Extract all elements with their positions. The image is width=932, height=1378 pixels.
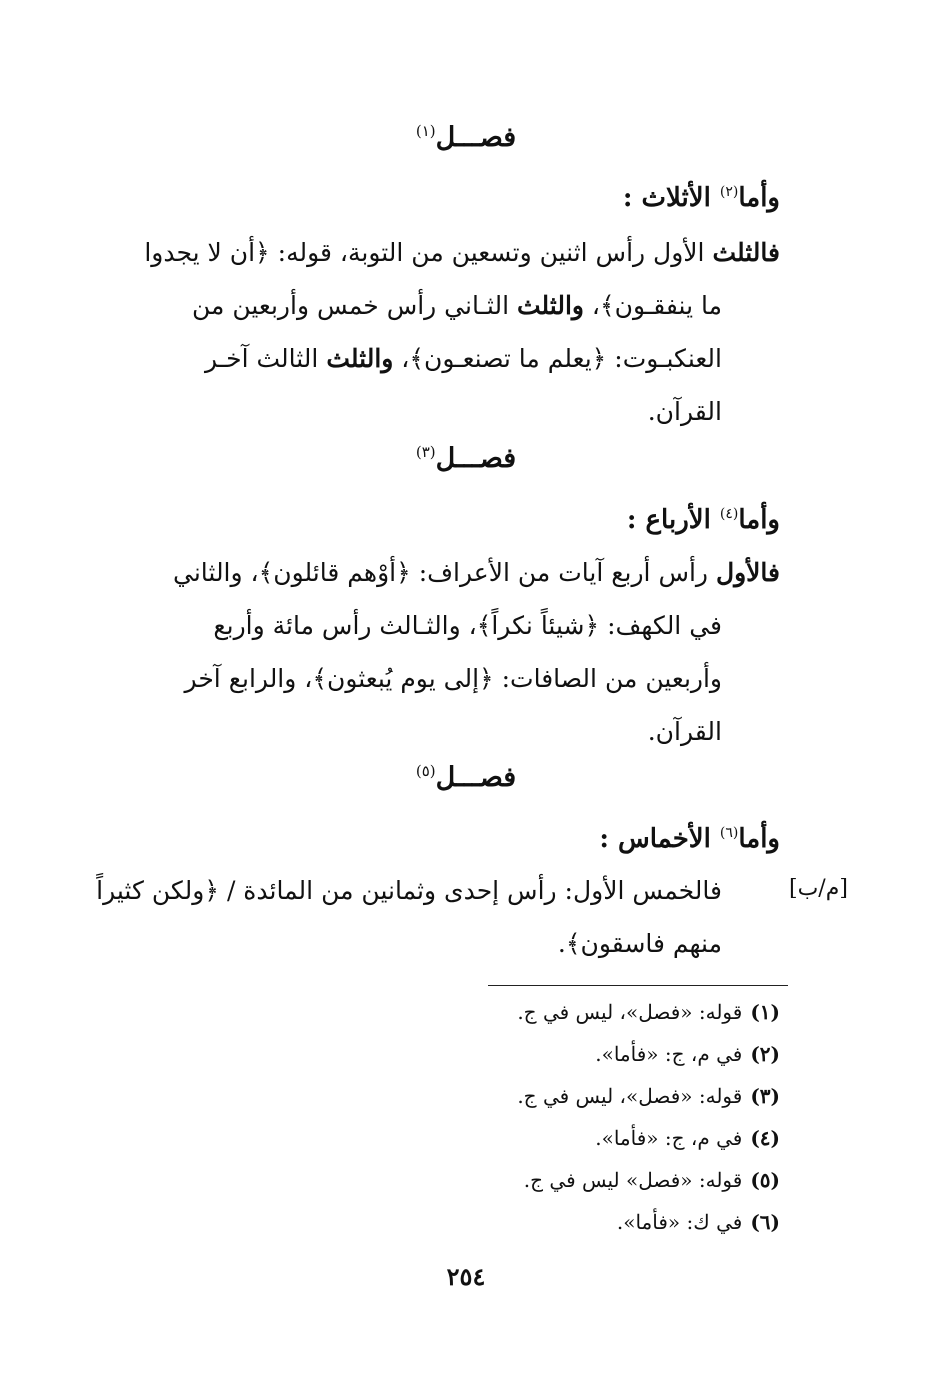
footnote-ref: (٣) <box>415 443 436 461</box>
subtitle-title: الأرباع <box>645 505 711 535</box>
line-text: الأول رأس اثنين وتسعين من التوبة، قوله: ﴿أن لا يجدوا <box>144 238 713 267</box>
footnote-text: قوله: «فصل» ليس في ج. <box>523 1168 743 1192</box>
footnote <box>595 1126 780 1150</box>
footnote-number: (٤) <box>750 1126 780 1150</box>
section-heading <box>0 762 932 793</box>
text-line <box>122 546 780 599</box>
footnote <box>517 1000 780 1024</box>
line-text: رأس أربع آيات من الأعراف: ﴿أوْهم قائلون﴾، والثاني <box>172 558 716 587</box>
text-line <box>122 652 722 705</box>
footnote-text: قوله: «فصل»، ليس في ج. <box>517 1084 743 1108</box>
bold-term: فالأول <box>715 558 780 587</box>
bold-term: فالثلث <box>712 238 780 267</box>
subtitle-intro: وأما <box>738 505 780 535</box>
footnote-ref: (٥) <box>415 762 436 780</box>
bold-term: والثلث <box>516 291 584 320</box>
footnote <box>617 1210 780 1234</box>
text-line <box>122 917 722 970</box>
footnote-number: (٦) <box>750 1210 780 1234</box>
footnote-number: (٢) <box>750 1042 780 1066</box>
paragraph-quarters <box>122 546 780 758</box>
footnote <box>517 1084 780 1108</box>
footnote-number: (٣) <box>750 1084 780 1108</box>
section-subtitle: وأما$^{(٦)}$ الأخماس : <box>599 824 780 854</box>
text-line <box>122 385 722 438</box>
heading-text: فصـــل <box>435 443 517 474</box>
text-line <box>122 226 780 279</box>
heading-text: فصـــل <box>435 122 517 153</box>
footnote <box>595 1042 780 1066</box>
heading-text: فصـــل <box>435 762 517 793</box>
footnote <box>524 1168 780 1192</box>
footnote-ref: (١) <box>415 122 436 140</box>
text-line <box>122 599 722 652</box>
line-text: القرآن. <box>647 397 722 426</box>
text-line <box>122 279 722 332</box>
paragraph-thirds <box>122 226 780 438</box>
footnote-text: في ك: «فأما». <box>616 1210 743 1234</box>
footnote-number: (٥) <box>750 1168 780 1192</box>
footnote-divider <box>488 985 788 986</box>
footnote-text: قوله: «فصل»، ليس في ج. <box>517 1000 743 1024</box>
text-line <box>96 864 722 917</box>
footnote-ref: (٦) <box>719 825 739 841</box>
section-subtitle: وأما$^{(٤)}$ الأرباع : <box>626 505 780 535</box>
bold-term: والثلث <box>326 344 394 373</box>
section-heading <box>0 122 932 153</box>
section-heading <box>0 443 932 474</box>
line-text: فالخمس الأول: رأس إحدى وثمانين من المائدة / ﴿ولكن كثيراً <box>96 876 722 905</box>
line-text: ما ينفقـون﴾، <box>583 291 722 320</box>
line-text: العنكبـوت: ﴿يعلم ما تصنعـون﴾، <box>393 344 722 373</box>
line-text: الثـاني رأس خمس وأربعين من <box>191 291 517 320</box>
line-text: القرآن. <box>647 717 722 746</box>
subtitle-title: الأثلاث <box>641 183 711 213</box>
text-line <box>122 705 722 758</box>
paragraph-fifths <box>96 864 722 970</box>
subtitle-title: الأخماس <box>618 824 711 854</box>
line-text: وأربعين من الصافات: ﴿إلى يوم يُبعثون﴾، والرابع آخر <box>184 664 722 693</box>
subtitle-intro: وأما <box>738 183 780 213</box>
line-text: منهم فاسقون﴾. <box>557 929 722 958</box>
page-number: ٢٥٤ <box>446 1262 486 1291</box>
footnote-text: في م، ج: «فأما». <box>595 1126 743 1150</box>
footnote-ref: (٤) <box>719 506 739 522</box>
subtitle-intro: وأما <box>738 824 780 854</box>
text-line <box>122 332 722 385</box>
line-text: في الكهف: ﴿شيئاً نكراً﴾، والثـالث رأس مائة وأربع <box>213 611 722 640</box>
manuscript-margin-note: [م/ب] <box>789 876 848 901</box>
footnote-text: في م، ج: «فأما». <box>595 1042 743 1066</box>
footnote-number: (١) <box>750 1000 780 1024</box>
line-text: الثالث آخـر <box>205 344 327 373</box>
section-subtitle: وأما$^{(٢)}$ الأثلاث : <box>622 183 780 213</box>
footnote-ref: (٢) <box>719 184 739 200</box>
